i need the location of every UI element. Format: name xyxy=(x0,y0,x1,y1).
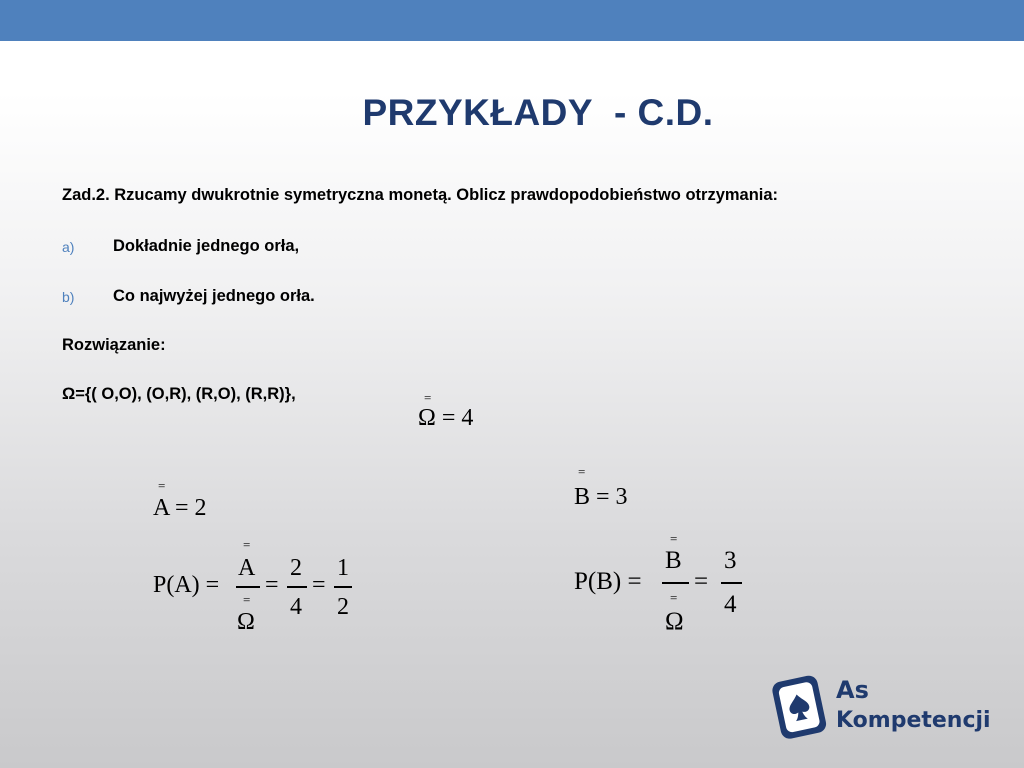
pa-den-bar-mark: = xyxy=(243,592,251,607)
pb-num-b: B xyxy=(665,547,682,574)
logo-line-2: Kompetencji xyxy=(836,708,991,733)
pa-num-1: 1 xyxy=(337,555,349,581)
item-b-text: Co najwyżej jednego orła. xyxy=(113,287,315,305)
pb-num-bar-mark: = xyxy=(670,531,678,546)
item-a-text: Dokładnie jednego orła, xyxy=(113,237,300,255)
pb-den-4: 4 xyxy=(724,591,737,618)
pa-den-2: 2 xyxy=(337,594,349,620)
pb-den-omega: Ω xyxy=(665,608,684,635)
a-bar-mark: = xyxy=(158,478,166,493)
pb-eq: = xyxy=(694,568,709,595)
pa-fraction-bar-2 xyxy=(287,586,307,588)
item-a-marker: a) xyxy=(62,239,75,255)
logo-line-1: As xyxy=(836,676,869,704)
omega-cardinality: Ω = 4 xyxy=(418,405,474,431)
omega-set: Ω={( O,O), (O,R), (R,O), (R,R)}, xyxy=(62,385,296,403)
pb-fraction-bar-2 xyxy=(721,582,742,584)
pa-eq-2: = xyxy=(312,572,326,598)
task-text: Zad.2. Rzucamy dwukrotnie symetryczna monetą. Oblicz prawdopodobieństwo otrzymania: xyxy=(62,186,779,204)
pb-num-3: 3 xyxy=(724,547,737,574)
pa-den-4: 4 xyxy=(290,594,302,620)
pb-den-bar-mark: = xyxy=(670,590,678,605)
top-banner xyxy=(0,0,1024,41)
b-bar-mark: = xyxy=(578,464,586,479)
as-kompetencji-logo xyxy=(768,670,998,750)
solution-label: Rozwiązanie: xyxy=(62,336,166,354)
pa-fraction-bar-1 xyxy=(236,586,260,588)
item-b-marker: b) xyxy=(62,289,75,305)
slide-title: PRZYKŁADY - C.D. xyxy=(362,92,714,133)
omega-bar-mark: = xyxy=(424,390,432,405)
pa-fraction-bar-3 xyxy=(334,586,352,588)
pb-fraction-bar-1 xyxy=(662,582,689,584)
pa-lhs: P(A) = xyxy=(153,572,220,598)
b-cardinality: B = 3 xyxy=(574,484,628,510)
pb-lhs: P(B) = xyxy=(574,568,642,595)
pa-num-bar-mark: = xyxy=(243,537,251,552)
top-divider xyxy=(0,41,1024,47)
playing-card-spade-icon xyxy=(768,670,832,742)
pa-eq-1: = xyxy=(265,572,279,598)
pa-den-omega: Ω xyxy=(237,609,255,635)
pa-num-2: 2 xyxy=(290,555,302,581)
a-cardinality: A = 2 xyxy=(153,495,207,521)
pa-num-a: A xyxy=(238,555,256,581)
